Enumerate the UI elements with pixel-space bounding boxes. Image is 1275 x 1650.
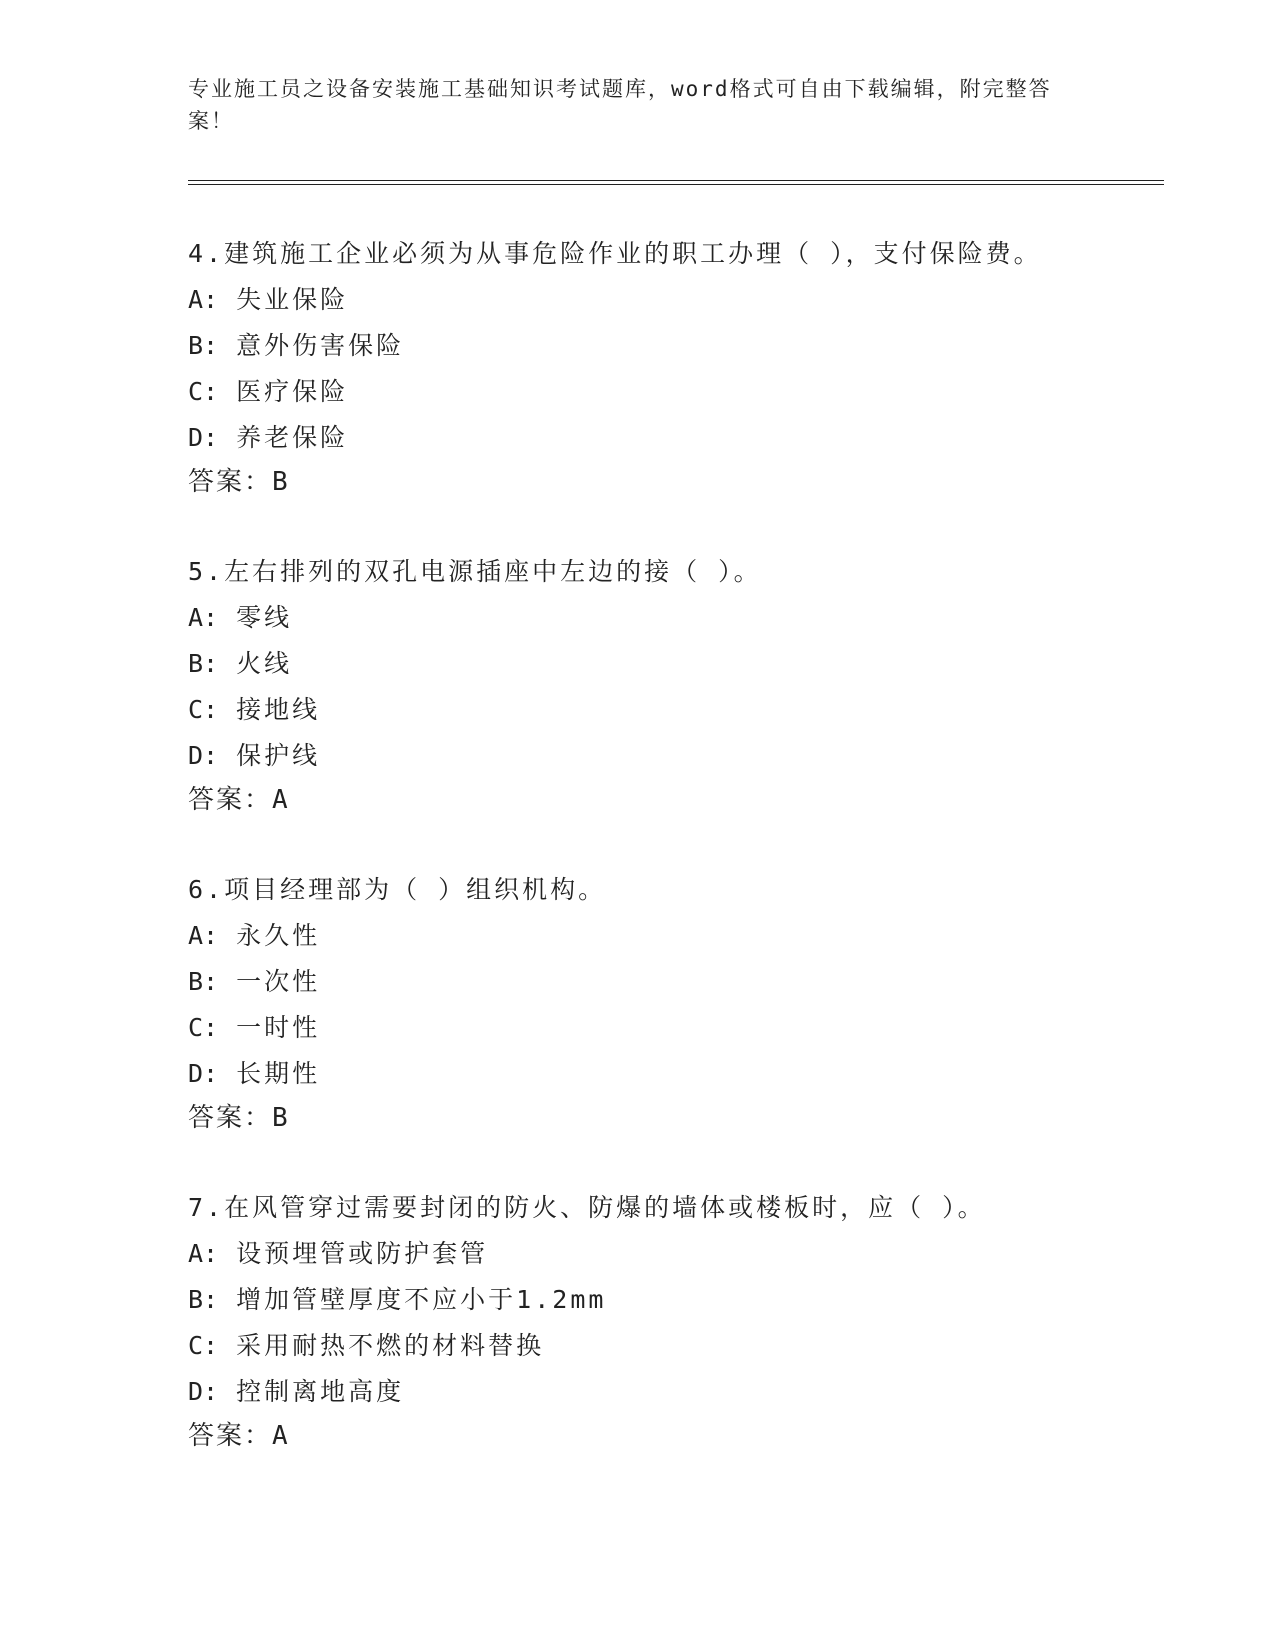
question-item	[188, 874, 1148, 1134]
answer-line	[188, 1420, 1148, 1452]
option-letter: C:	[188, 1013, 219, 1042]
option-c	[188, 376, 1148, 408]
option-text: 一时性	[236, 1013, 321, 1042]
option-d	[188, 1376, 1148, 1408]
header-divider-top	[188, 180, 1164, 181]
option-a	[188, 284, 1148, 316]
option-text: 零线	[236, 603, 293, 632]
option-text: 一次性	[236, 967, 321, 996]
document-header: 专业施工员之设备安装施工基础知识考试题库，word格式可自由下载编辑，附完整答案！	[188, 77, 1052, 133]
answer-label: 答案：	[188, 467, 273, 497]
option-c	[188, 1330, 1148, 1362]
answer-value: B	[272, 467, 288, 497]
answer-line	[188, 466, 1148, 498]
option-letter: B:	[188, 1285, 219, 1314]
option-b	[188, 648, 1148, 680]
option-text: 失业保险	[236, 285, 349, 314]
question-item	[188, 1192, 1148, 1452]
option-text: 永久性	[236, 921, 321, 950]
option-c	[188, 694, 1148, 726]
answer-label: 答案：	[188, 1103, 273, 1133]
option-d	[188, 1058, 1148, 1090]
option-letter: A:	[188, 285, 219, 314]
option-text: 长期性	[236, 1059, 321, 1088]
option-text: 意外伤害保险	[236, 331, 405, 360]
question-stem: 5.左右排列的双孔电源插座中左边的接（ ）。	[188, 557, 762, 586]
answer-line	[188, 1102, 1148, 1134]
header-divider-bottom	[188, 184, 1164, 185]
option-text: 保护线	[236, 741, 321, 770]
option-b	[188, 330, 1148, 362]
option-letter: A:	[188, 1239, 219, 1268]
option-text: 控制离地高度	[236, 1377, 405, 1406]
answer-label: 答案：	[188, 785, 273, 815]
option-letter: D:	[188, 423, 219, 452]
option-letter: A:	[188, 921, 219, 950]
option-text: 设预埋管或防护套管	[236, 1239, 489, 1268]
option-b	[188, 1284, 1148, 1316]
option-letter: C:	[188, 695, 219, 724]
option-letter: A:	[188, 603, 219, 632]
option-a	[188, 1238, 1148, 1270]
option-text: 养老保险	[236, 423, 349, 452]
answer-value: A	[272, 785, 288, 815]
option-letter: D:	[188, 1377, 219, 1406]
option-letter: B:	[188, 967, 219, 996]
question-stem: 4.建筑施工企业必须为从事危险作业的职工办理（ ），支付保险费。	[188, 239, 1042, 268]
answer-value: A	[272, 1421, 288, 1451]
answer-value: B	[272, 1103, 288, 1133]
option-text: 火线	[236, 649, 293, 678]
option-letter: C:	[188, 377, 219, 406]
option-letter: D:	[188, 1059, 219, 1088]
option-letter: B:	[188, 649, 219, 678]
question-item	[188, 238, 1148, 498]
answer-line	[188, 784, 1148, 816]
option-a	[188, 602, 1148, 634]
option-text: 采用耐热不燃的材料替换	[236, 1331, 545, 1360]
option-d	[188, 422, 1148, 454]
option-text: 医疗保险	[236, 377, 349, 406]
option-c	[188, 1012, 1148, 1044]
question-stem: 7.在风管穿过需要封闭的防火、防爆的墙体或楼板时，应（ ）。	[188, 1193, 986, 1222]
option-b	[188, 966, 1148, 998]
option-a	[188, 920, 1148, 952]
option-text: 接地线	[236, 695, 321, 724]
option-d	[188, 740, 1148, 772]
question-stem: 6.项目经理部为（ ）组织机构。	[188, 875, 607, 904]
option-letter: B:	[188, 331, 219, 360]
option-letter: C:	[188, 1331, 219, 1360]
option-letter: D:	[188, 741, 219, 770]
option-text: 增加管壁厚度不应小于1.2mm	[236, 1285, 607, 1314]
question-item	[188, 556, 1148, 816]
answer-label: 答案：	[188, 1421, 273, 1451]
